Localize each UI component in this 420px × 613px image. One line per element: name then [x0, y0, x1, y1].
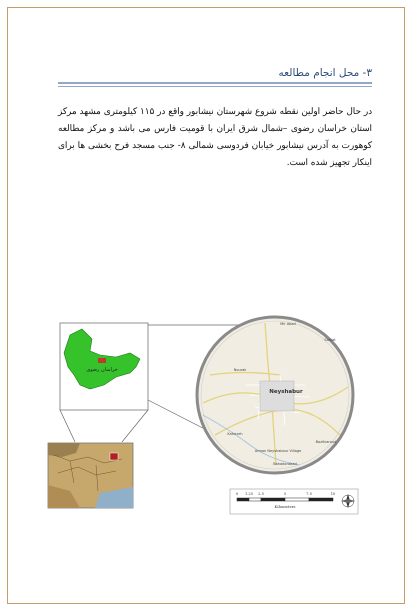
- place-label: Nourak: [233, 368, 247, 372]
- place-label: Mir Abad: [280, 322, 296, 326]
- heading-rule-thin: [58, 86, 372, 87]
- study-location-map-figure: [40, 315, 380, 520]
- scale-tick: 7.5: [306, 492, 312, 496]
- place-label: Kahrizeh: [227, 432, 243, 436]
- neyshabur-city-map: [197, 317, 353, 473]
- study-location-paragraph: در حال حاضر اولین نقطه شروع شهرستان نیشابور واقع در ۱۱۵ کیلومتری مشهد مرکز استان خراسان رضوی –شمال شرق ایران با قومیت فارس می باشد و مرکز مطالعه کوهورت به آدرس نیشابور خیابان فردوسی شمالی ۸- جنب مسجد فرح بخشی ها برای اینکار تجهیز شده است.: [58, 107, 372, 168]
- iran-inset: [48, 443, 133, 508]
- scale-bar: [230, 489, 358, 514]
- scale-tick: 2.5: [258, 492, 264, 496]
- scale-tick: 10: [330, 492, 336, 496]
- place-label: Arman Neyshabour Village: [254, 449, 302, 453]
- place-label: Samat: [324, 338, 336, 342]
- place-label: Bozlhiaroud: [315, 440, 337, 444]
- scale-tick: 0: [235, 492, 239, 496]
- place-label: Bahadorabad: [273, 462, 297, 466]
- scale-tick: 5: [283, 492, 287, 496]
- scale-tick: 1.25: [244, 492, 254, 496]
- city-label: Neyshabur: [269, 389, 303, 395]
- section-heading: ۳- محل انجام مطالعه: [278, 67, 372, 79]
- province-inset: [60, 323, 148, 410]
- heading-rule: [58, 82, 372, 84]
- province-label: خراسان رضوی: [86, 367, 118, 373]
- scale-unit: Kilometers: [274, 504, 296, 509]
